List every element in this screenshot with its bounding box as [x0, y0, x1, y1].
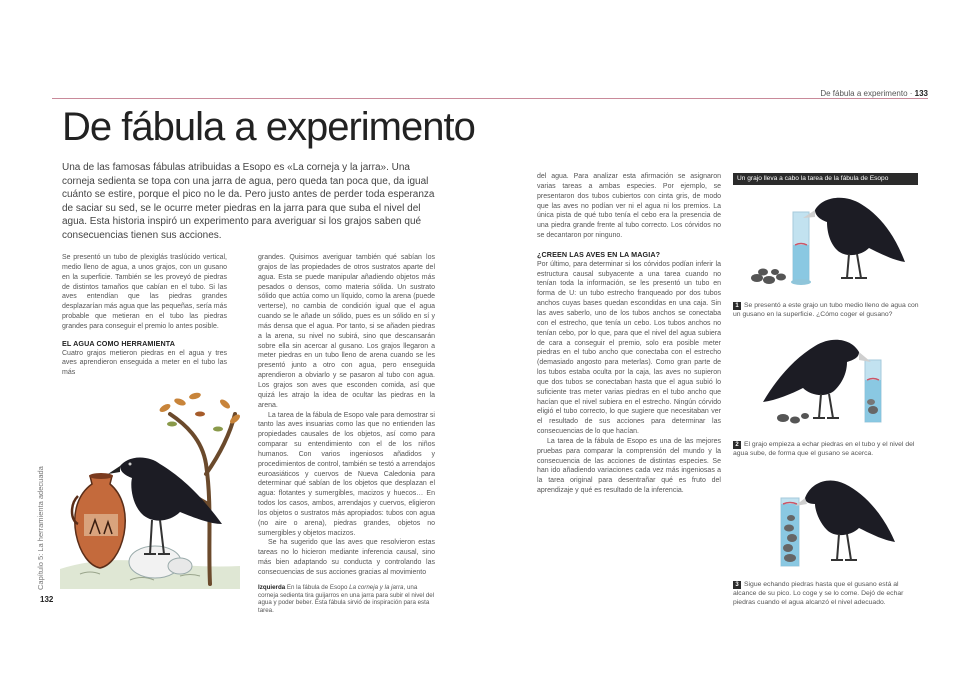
- body-paragraph: Se ha sugerido que las aves que resolvieron estas tareas no lo hicieron mediante inferencia causal, sino más bien adaptando su conducta y controlando las consecuencias de sus acciones gracias al movimiento: [258, 539, 435, 576]
- body-paragraph: Se presentó un tubo de plexiglás traslúcido vertical, medio lleno de agua, a unos grajos, con un gusano en la superficie. También se les proveyó de piedras de distintos tamaños que cabían en el tubo. Si las aves entendían que las piedras grandes desplazarían más agua que las pequeñas, sería más probable que metieran en el tubo las piedras grandes para conseguir el premio lo antes posible.: [62, 254, 227, 330]
- column-c: [537, 172, 721, 496]
- running-head: De fábula a experimento · 133: [820, 89, 928, 98]
- column-a: [62, 253, 227, 378]
- chapter-label-wrap: [36, 466, 160, 599]
- body-paragraph: Por último, para determinar si los córvidos podían inferir la estructura causal subyacente a una tarea cuando no tenían toda la información, se les presentó un tubo en forma de U: un tubo estrecho franqueado por dos tubos anchos cuyas bases quedan escondidas en una caja. Sin las aves saberlo, uno de los tubos anchos se conectaba con el estrecho, que tenía un cebo. Los tubos anchos no tenían cebo, por lo que, para que el nivel del agua subiera de cara a conseguir el premio, solo era posible meter piedras en el tubo ancho que conectaba con el estrecho (demasiado angosto para meterlas). Como gran parte de los tubos estaba oculta por la caja, las aves no supieron que dos tubos se conectaban hasta que el agua subió lo suficiente tras meter varias piedras en el tubo ancho que hacían que el nivel subiera en el estrecho. Ningún córvido eligió el tubo correcto, lo que sugiere que necesitaban ver el resultado de sus acciones para determinar las consecuencias de lo que hacían.: [537, 260, 721, 436]
- section-heading: EL AGUA COMO HERRAMIENTA: [62, 338, 176, 348]
- body-paragraph: grandes. Quisimos averiguar también qué sabían los grajos de las propiedades de otros sustratos aparte del agua. Esta se puede manipular añadiendo objetos más pesados o densos, como materia sólida. Un sustrato sólido que actúa como un líquido, como la arena (puede verterse), no cambia de condición igual que el agua cuando se le añade un sólido, pues es un sólido en sí y más densa que el agua. Por tanto, si se añaden piedras a la arena, su nivel no subirá, sino que descansarán sobre ella sin acercar al gusano. Los grajos llegaron a meter piedras en un tubo lleno de arena cuando se les presentó junto a otro con agua, pero enseguida aprendieron a obviarlo y se pasaron al tubo con agua. Los grajos son aves que esconden comida, así que quizá les atrajo la idea de ocultar las piedras en la arena.: [258, 254, 435, 409]
- top-rule: [52, 98, 928, 99]
- body-paragraph: La tarea de la fábula de Esopo es una de las mejores pruebas para comparar la comprensión del mundo y la consecuencia de las acciones de distintas especies. Se han ido añadiendo variaciones cada vez más ingeniosas a la tarea original para desentrañar qué es fruto del aprendizaje y qué es resultado de la inferencia.: [537, 437, 721, 495]
- lead-paragraph: Una de las famosas fábulas atribuidas a Esopo es «La corneja y la jarra». Una corneja sedienta se topa con una jarra de agua, pero queda tan poca que, da igual cuánto se estire, porque el pico no le da. Pero justo antes de perder toda esperanza de saciar su sed, se le ocurre meter piedras en la jarra para que suba el nivel del agua. Esta historia inspiró un experimento para averiguar si los grajos saben qué consecuencias tienen sus acciones.: [62, 162, 435, 241]
- page-number-right: 133: [914, 89, 928, 98]
- section-heading: ¿CREEN LAS AVES EN LA MAGIA?: [537, 249, 661, 259]
- step-number: 3: [733, 581, 741, 589]
- body-paragraph: del agua. Para analizar esta afirmación se asignaron varias tareas a ambas especies. Por ejemplo, se presentaron dos tubos cubiertos con cinta gris, de modo que las aves no podían ver ni el agua ni los premios. La única pista de qué tubo tenía el cebo era la presencia de una piedra grande frente al tubo correcto. Los córvidos no se decantaron por ninguno.: [537, 173, 721, 240]
- step-text: El grajo empieza a echar piedras en el tubo y el nivel del agua sube, de forma que el gusano se acerca.: [733, 441, 915, 457]
- column-b: [258, 253, 435, 578]
- caption-label: Izquierda: [258, 584, 286, 591]
- step-text: Sigue echando piedras hasta que el gusano está al alcance de su pico. Lo coge y se lo come. Dejó de echar piedras cuando el agua alcanzó el nivel adecuado.: [733, 581, 904, 606]
- body-paragraph: Cuatro grajos metieron piedras en el agua y tres aves aprendieron enseguida a meter en el tubo las más: [62, 349, 227, 377]
- caption-text: En la fábula de Esopo: [285, 584, 350, 591]
- figure-step-2-caption: [733, 440, 921, 458]
- body-paragraph: La tarea de la fábula de Esopo vale para demostrar si tanto las aves insuarias como las que no entienden las propiedades causales de los objetos, así como para comparar su entendimiento con el de los niños humanos. Con varios ingeniosos añadidos y procedimientos de control, también se testó a arrendajos euroasiáticos y cuervos de Nueva Caledonia para determinar qué sabían de los objetos que desplazan el agua: flotantes y sumergibles, macizos y huecos… En todos los casos, ambos, arrendajos y cuervos, eligieron los objetos o sustratos más apropiados: tubos con agua (no aire o arena), piedras grandes, objetos no sumergibles y objetos macizos.: [258, 411, 435, 537]
- rook-step-3-illustration: [765, 468, 915, 576]
- figure-title-bar: Un grajo lleva a cabo la tarea de la fábula de Esopo: [733, 173, 918, 185]
- running-title: De fábula a experimento: [820, 89, 908, 98]
- step-text: Se presentó a este grajo un tubo medio lleno de agua con un gusano en la superficie. ¿Cómo coger el gusano?: [733, 302, 919, 318]
- step-number: 2: [733, 441, 741, 449]
- step-number: 1: [733, 302, 741, 310]
- caption-fable-title: La corneja y la jarra: [349, 584, 404, 591]
- page-title: De fábula a experimento: [62, 105, 475, 149]
- figure-step-3-caption: [733, 580, 921, 607]
- chapter-label: Capítulo 5: La herramienta adecuada: [36, 466, 45, 590]
- crow-jar-illustration: [60, 384, 240, 589]
- page-number-left: 132: [40, 595, 54, 604]
- figure-step-1-caption: [733, 301, 921, 319]
- rook-step-2-illustration: [755, 330, 915, 435]
- rook-step-1-illustration: [745, 190, 915, 295]
- illustration-caption: [258, 584, 436, 614]
- caption-text: , una corneja sedienta tira guijarros en una jarra para subir el nivel del agua y poder beber. Esta fábula sirvió de inspiración para esta tarea.: [258, 584, 435, 614]
